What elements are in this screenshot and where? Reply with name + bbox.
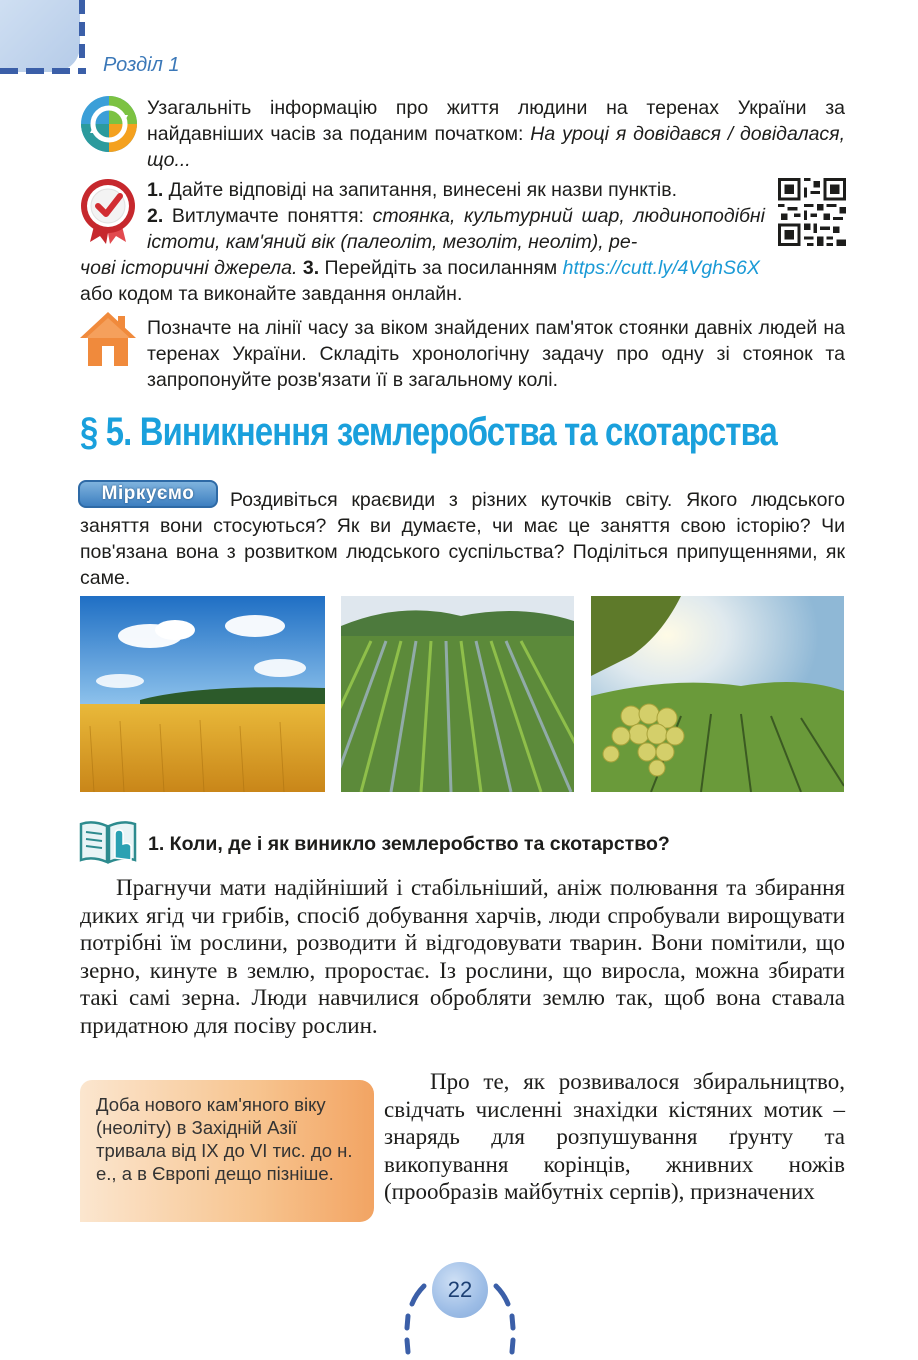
corner-tab-decoration xyxy=(0,0,80,72)
page-number-badge xyxy=(432,1262,488,1318)
corner-dash-decoration xyxy=(0,66,86,76)
check-task-q1: Дайте відповіді на запитання, винесені як назви пунктів. xyxy=(163,179,678,201)
wheat-field-photo xyxy=(80,596,325,792)
summary-task-italic: На уроці я довідався / довідалася, що... xyxy=(147,123,845,171)
check-task xyxy=(147,177,765,255)
checkmark-seal-icon xyxy=(80,178,136,244)
section-title: § 5. Виникнення землеробства та скотарства xyxy=(80,410,777,454)
task-number-2: 2. xyxy=(147,205,164,227)
cycle-icon xyxy=(80,95,138,153)
house-icon xyxy=(80,310,136,368)
think-badge-label: Міркуємо xyxy=(101,483,195,504)
check-task-q3: Перейдіть за посиланням xyxy=(319,257,563,279)
task-number-3: 3. xyxy=(302,257,320,279)
note-text: Доба нового кам'яного віку (неоліту) в Західній Азії тривала від IX до VI тис. до н. е., а в Європі дещо пізніше. xyxy=(96,1094,353,1184)
check-task-q2: Витлумачте поняття: xyxy=(163,205,373,227)
qr-code-icon[interactable] xyxy=(778,178,846,246)
think-prompt: Роздивіться краєвиди з різних куточків світу. Якого людського заняття вони стосуються? Як ви думаєте, чи має це заняття свою історію? Чи пов'язана вона з розвитком людського суспільства? Поділіться припущеннями, як саме. xyxy=(80,489,845,589)
page-number: 22 xyxy=(447,1277,473,1302)
body-paragraph-1: Прагнучи мати надійніший і стабільніший, аніж полювання та збирання диких ягід чи грибів, спосіб добування харчів, люди спробували вирощувати потрібні їм рослини, розводити й відгодовувати тварин. Вони помітили, що зерно, кинуте в землю, проростає. Із рослини, що виросла, можна збирати такі самі зерна. Люди навчилися обробляти землю так, щоб вона ставала придатною для посіву рослин. xyxy=(80,875,845,1038)
book-hand-icon xyxy=(79,818,137,864)
check-task-terms: стоянка, культурний шар, людиноподібні істоти, кам'яний вік (палеоліт, мезоліт, неоліт), ре- xyxy=(147,205,765,253)
summary-task-text: Узагальніть інформацію про життя людини на теренах України за найдавніших часів за поданим початком: xyxy=(147,97,845,145)
check-task-q3-end: або кодом та виконайте завдання онлайн. xyxy=(80,283,463,305)
check-task-continued xyxy=(80,255,845,307)
task-number-1: 1. xyxy=(147,179,164,201)
rice-field-photo xyxy=(341,596,574,792)
vineyard-photo xyxy=(591,596,844,792)
summary-task xyxy=(147,95,845,173)
chapter-label: Розділ 1 xyxy=(103,54,180,76)
question-title: 1. Коли, де і як виникло землеробство та скотарство? xyxy=(148,833,670,855)
online-task-link[interactable]: https://cutt.ly/4VghS6X xyxy=(562,257,760,279)
check-task-terms-end: чові історичні джерела. xyxy=(80,257,298,279)
think-badge xyxy=(78,480,218,508)
body-paragraph-2: Про те, як розвивалося збиральництво, свідчать численні знахідки кістяних мотик – знарядь для розпушування ґрунту та викопування корінців, жнивних ножів (прообразів майбутніх серпів), призначених xyxy=(384,1069,845,1204)
home-task: Позначте на лінії часу за віком знайдених пам'яток стоянки давніх людей на теренах України. Складіть хронологічну задачу про одну зі стоянок та запропонуйте розв'язати її в загальному колі. xyxy=(147,317,845,391)
corner-dash-decoration xyxy=(78,0,86,62)
